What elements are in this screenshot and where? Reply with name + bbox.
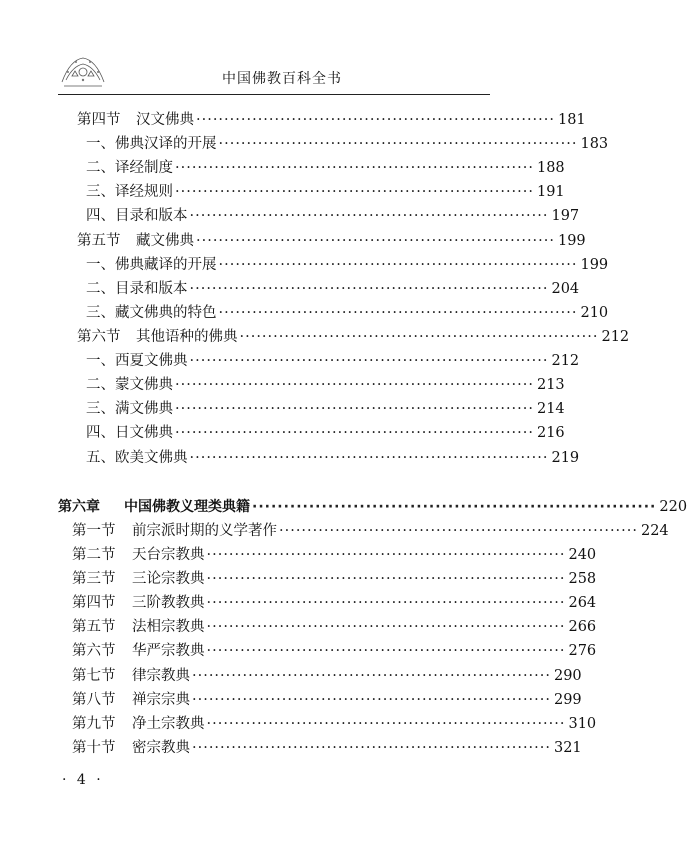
toc-leader-dots: ································································ bbox=[189, 281, 549, 297]
toc-page-number: 290 bbox=[553, 668, 582, 684]
toc-section-row[interactable] bbox=[72, 641, 597, 661]
toc-item-row[interactable] bbox=[86, 399, 565, 419]
toc-page-number: 214 bbox=[536, 401, 565, 417]
toc-entry-label bbox=[58, 497, 250, 517]
toc-page-number: 258 bbox=[568, 571, 597, 587]
toc-item-row[interactable] bbox=[86, 206, 580, 226]
toc-section-row[interactable] bbox=[72, 617, 597, 637]
toc-entry-label bbox=[72, 714, 205, 734]
toc-entry-title: 藏文佛典 bbox=[136, 233, 194, 249]
toc-entry-title: 一、佛典藏译的开展 bbox=[86, 257, 217, 273]
page-number: · 4 · bbox=[62, 772, 104, 788]
toc-entry-label bbox=[72, 545, 205, 565]
toc-entry-title: 三、满文佛典 bbox=[86, 401, 173, 417]
toc-entry-title: 四、日文佛典 bbox=[86, 425, 173, 441]
toc-entry-title: 三论宗教典 bbox=[132, 571, 205, 587]
toc-page-number: 310 bbox=[568, 716, 597, 732]
toc-leader-dots: ································································ bbox=[192, 740, 551, 756]
toc-leader-dots: ································································ bbox=[189, 208, 549, 224]
toc-entry-label bbox=[72, 593, 205, 613]
toc-leader-dots: ································································ bbox=[175, 425, 534, 441]
toc-leader-dots: ································································ bbox=[206, 571, 566, 587]
toc-leader-dots: ································································ bbox=[252, 499, 657, 515]
toc-entry-title: 二、蒙文佛典 bbox=[86, 377, 173, 393]
toc-entry-title: 二、目录和版本 bbox=[86, 281, 188, 297]
toc-leader-dots: ································································ bbox=[196, 233, 555, 249]
toc-entry-number: 第六节 bbox=[77, 329, 121, 345]
book-logo-icon bbox=[58, 52, 108, 90]
toc-entry-title: 汉文佛典 bbox=[136, 112, 194, 128]
toc-entry-title: 一、西夏文佛典 bbox=[86, 353, 188, 369]
toc-leader-dots: ································································ bbox=[218, 257, 578, 273]
toc-entry-title: 华严宗教典 bbox=[132, 643, 205, 659]
toc-entry-label bbox=[72, 738, 190, 758]
toc-section-row[interactable] bbox=[72, 690, 582, 710]
toc-leader-dots: ································································ bbox=[279, 523, 638, 539]
toc-entry-number: 第七节 bbox=[72, 668, 116, 684]
toc-page-number: 197 bbox=[551, 208, 580, 224]
toc-entry-title: 禅宗宗典 bbox=[132, 692, 190, 708]
toc-entry-number: 第一节 bbox=[72, 523, 116, 539]
toc-page-number: 264 bbox=[568, 595, 597, 611]
toc-entry-label bbox=[72, 641, 205, 661]
toc-page-number: 240 bbox=[568, 547, 597, 563]
toc-page-number: 216 bbox=[536, 425, 565, 441]
toc-page-number: 212 bbox=[601, 329, 630, 345]
toc-entry-title: 三、译经规则 bbox=[86, 184, 173, 200]
toc-entry-label bbox=[77, 231, 194, 251]
toc-entry-title: 三阶教教典 bbox=[132, 595, 205, 611]
toc-item-row[interactable] bbox=[86, 351, 580, 371]
running-header-title: 中国佛教百科全书 bbox=[222, 71, 342, 87]
toc-entry-title: 天台宗教典 bbox=[132, 547, 205, 563]
toc-entry-label bbox=[72, 666, 190, 686]
toc-entry-label bbox=[77, 327, 238, 347]
toc-page-number: 219 bbox=[551, 450, 580, 466]
toc-page-number: 212 bbox=[551, 353, 580, 369]
toc-item-row[interactable] bbox=[86, 255, 609, 275]
toc-entry-title: 律宗教典 bbox=[132, 668, 190, 684]
toc-entry-label bbox=[86, 182, 173, 202]
toc-entry-label bbox=[72, 521, 277, 541]
toc-page-number: 321 bbox=[553, 740, 582, 756]
toc-entry-number: 第八节 bbox=[72, 692, 116, 708]
toc-entry-title: 前宗派时期的义学著作 bbox=[132, 523, 277, 539]
toc-item-row[interactable] bbox=[86, 448, 580, 468]
toc-entry-title: 密宗教典 bbox=[132, 740, 190, 756]
toc-page-number: 181 bbox=[557, 112, 586, 128]
toc-item-row[interactable] bbox=[86, 279, 580, 299]
toc-entry-title: 二、译经制度 bbox=[86, 160, 173, 176]
toc-item-row[interactable] bbox=[86, 134, 609, 154]
header-divider bbox=[58, 94, 490, 95]
toc-section-row[interactable] bbox=[77, 231, 586, 251]
toc-leader-dots: ································································ bbox=[192, 668, 551, 684]
toc-leader-dots: ································································ bbox=[206, 547, 566, 563]
toc-entry-label bbox=[86, 423, 173, 443]
toc-entry-title: 一、佛典汉译的开展 bbox=[86, 136, 217, 152]
toc-leader-dots: ································································ bbox=[218, 136, 578, 152]
toc-entry-label bbox=[86, 158, 173, 178]
toc-entry-label bbox=[72, 569, 205, 589]
toc-entry-number: 第四节 bbox=[72, 595, 116, 611]
toc-page-number: 183 bbox=[580, 136, 609, 152]
toc-page-number: 204 bbox=[551, 281, 580, 297]
toc-page-number: 199 bbox=[580, 257, 609, 273]
toc-entry-label bbox=[86, 206, 188, 226]
toc-entry-number: 第五节 bbox=[77, 233, 121, 249]
toc-leader-dots: ································································ bbox=[196, 112, 555, 128]
toc-entry-number: 第四节 bbox=[77, 112, 121, 128]
toc-leader-dots: ································································ bbox=[239, 329, 599, 345]
toc-leader-dots: ································································ bbox=[175, 377, 534, 393]
toc-section-row[interactable] bbox=[77, 327, 630, 347]
toc-section-row[interactable] bbox=[77, 110, 586, 130]
toc-page-number: 220 bbox=[659, 499, 687, 515]
toc-entry-number: 第六节 bbox=[72, 643, 116, 659]
toc-entry-title: 中国佛教义理类典籍 bbox=[124, 499, 250, 515]
toc-leader-dots: ································································ bbox=[175, 160, 534, 176]
toc-page-number: 191 bbox=[536, 184, 565, 200]
toc-item-row[interactable] bbox=[86, 158, 565, 178]
toc-entry-label bbox=[86, 303, 217, 323]
toc-section-row[interactable] bbox=[72, 569, 597, 589]
toc-section-row[interactable] bbox=[72, 738, 582, 758]
toc-leader-dots: ································································ bbox=[192, 692, 551, 708]
toc-section-row[interactable] bbox=[72, 521, 669, 541]
toc-leader-dots: ································································ bbox=[206, 643, 566, 659]
toc-leader-dots: ································································ bbox=[206, 595, 566, 611]
toc-entry-title: 四、目录和版本 bbox=[86, 208, 188, 224]
toc-page-number: 224 bbox=[640, 523, 669, 539]
toc-page-number: 188 bbox=[536, 160, 565, 176]
toc-leader-dots: ································································ bbox=[189, 353, 549, 369]
toc-entry-number: 第三节 bbox=[72, 571, 116, 587]
toc-entry-title: 法相宗教典 bbox=[132, 619, 205, 635]
toc-item-row[interactable] bbox=[86, 303, 609, 323]
toc-entry-label bbox=[86, 399, 173, 419]
toc-section-row[interactable] bbox=[72, 545, 597, 565]
toc-page-number: 210 bbox=[580, 305, 609, 321]
toc-page-number: 276 bbox=[568, 643, 597, 659]
toc-entry-label bbox=[86, 351, 188, 371]
toc-leader-dots: ································································ bbox=[175, 184, 534, 200]
toc-page-number: 199 bbox=[557, 233, 586, 249]
toc-entry-label bbox=[86, 134, 217, 154]
toc-entry-label bbox=[86, 375, 173, 395]
toc-entry-label bbox=[86, 255, 217, 275]
toc-item-row[interactable] bbox=[86, 182, 565, 202]
toc-entry-number: 第九节 bbox=[72, 716, 116, 732]
toc-entry-number: 第二节 bbox=[72, 547, 116, 563]
toc-entry-label bbox=[77, 110, 194, 130]
toc-section-row[interactable] bbox=[72, 593, 597, 613]
toc-entry-label bbox=[86, 448, 188, 468]
toc-entry-title: 净土宗教典 bbox=[132, 716, 205, 732]
toc-item-row[interactable] bbox=[86, 375, 565, 395]
toc-entry-label bbox=[72, 617, 205, 637]
toc-entry-number: 第十节 bbox=[72, 740, 116, 756]
toc-leader-dots: ································································ bbox=[206, 619, 566, 635]
toc-leader-dots: ································································ bbox=[175, 401, 534, 417]
toc-entry-title: 其他语种的佛典 bbox=[136, 329, 238, 345]
toc-leader-dots: ································································ bbox=[206, 716, 566, 732]
toc-page-number: 213 bbox=[536, 377, 565, 393]
toc-leader-dots: ································································ bbox=[218, 305, 578, 321]
toc-entry-number: 第五节 bbox=[72, 619, 116, 635]
toc-entry-label bbox=[86, 279, 188, 299]
toc-entry-title: 五、欧美文佛典 bbox=[86, 450, 188, 466]
toc-page-number: 299 bbox=[553, 692, 582, 708]
toc-entry-title: 三、藏文佛典的特色 bbox=[86, 305, 217, 321]
toc-entry-label bbox=[72, 690, 190, 710]
toc-section-row[interactable] bbox=[72, 666, 582, 686]
toc-leader-dots: ································································ bbox=[189, 450, 549, 466]
toc-section-row[interactable] bbox=[72, 714, 597, 734]
toc-entry-number: 第六章 bbox=[58, 499, 100, 515]
toc-chapter-row[interactable] bbox=[58, 497, 687, 517]
toc-page-number: 266 bbox=[568, 619, 597, 635]
toc-item-row[interactable] bbox=[86, 423, 565, 443]
